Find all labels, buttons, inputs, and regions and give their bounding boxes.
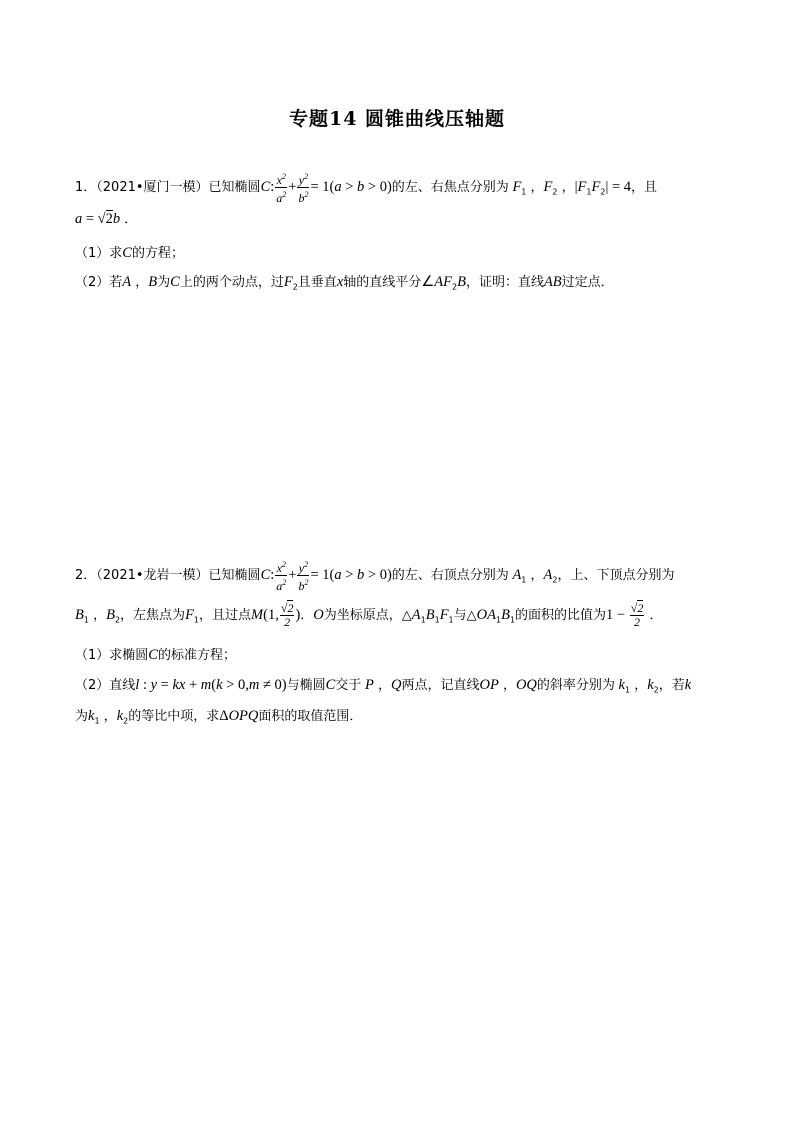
problem-1-line-1: 1．（2021•厦门一模）已知椭圆C: $\frac{x^2}{a^2}$ + $\frac{y^2}{b^2}$ = 1(a > b > 0)的左、右焦点分别为 $F_1$ ，$F_2$ ，$|F_1F_2| = 4$，且 [75,172,658,205]
problem-2-question-1: （1）求椭圆C的标准方程； [75,647,236,663]
problem-2-line-1: 2．（2021•龙岩一模）已知椭圆C: $\frac{x^2}{a^2}$ + $\frac{y^2}{b^2}$ = 1(a > b > 0)的左、右顶点分别为 $A_1$ ，$A_2$，上、下顶点分别为 [75,560,675,593]
problem-source: （2021•厦门一模） [96,180,209,195]
problem-2-question-2-line-1: （2）直线l : y = kx + m(k > 0,m ≠ 0)与椭圆C交于 P ，Q两点，记直线OP ，OQ的斜率分别为 $k_1$ ，$k_2$，若k [75,677,692,695]
problem-2-line-2: $B_1$ ，$B_2$，左焦点为$F_1$，且过点M(1, $\frac{√2}{2}$ )．O为坐标原点，$\triangle A_1B_1F_1$与$\triangle OA_1B_1$的面积的比值为1 − $\frac{√2}{2}$ ． [75,601,663,629]
problem-source: （2021•龙岩一模） [96,568,209,583]
problem-1-question-1: （1）求C的方程； [75,245,184,261]
page-title: 专题14 圆锥曲线压轴题 [288,108,506,130]
ellipse-equation: C [260,179,271,195]
problem-1-line-2: a = √2b ． [75,211,138,227]
problem-number: 2． [75,568,97,583]
problem-number: 1． [75,180,97,195]
problem-2-question-2-line-2: 为$k_1$ ，$k_2$的等比中项，求ΔOPQ面积的取值范围． [75,708,363,726]
problem-1-question-2: （2）若A ，B为C上的两个动点，过$F_2$且垂直x轴的直线平分$\angle AF_2B$，证明：直线AB过定点． [75,274,614,292]
